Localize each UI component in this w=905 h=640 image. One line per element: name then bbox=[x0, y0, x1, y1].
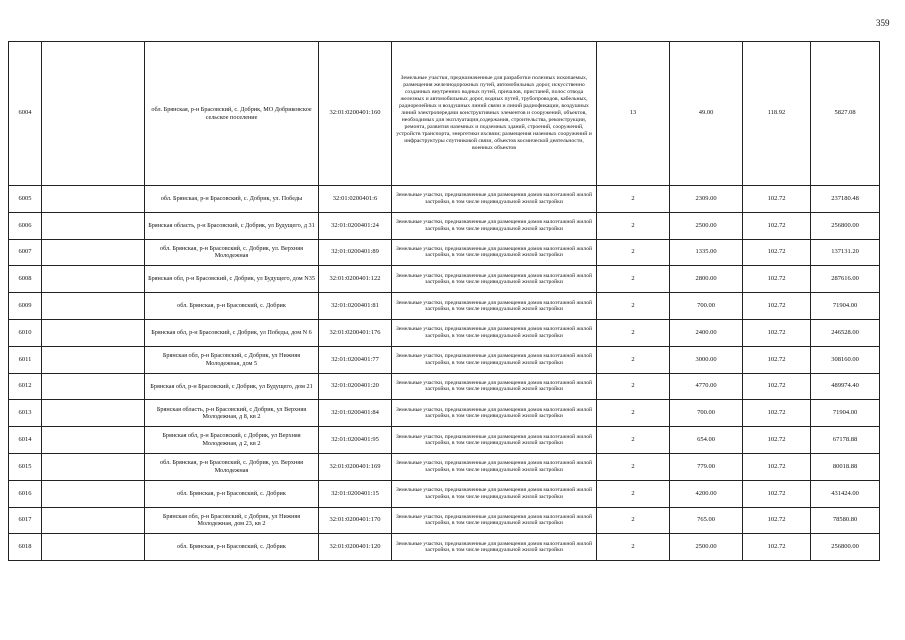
rate-cell: 102.72 bbox=[743, 212, 811, 239]
area-cell: 49.00 bbox=[670, 42, 743, 186]
cadastral-number-cell: 32:01:0200401:20 bbox=[319, 373, 392, 400]
group-code-cell: 2 bbox=[597, 480, 670, 507]
group-code-cell: 2 bbox=[597, 427, 670, 454]
cadastral-number-cell: 32:01:0200401:120 bbox=[319, 534, 392, 561]
address-cell: Брянская область, р-н Брасовский, с Добрик, ул Будущего, д 31 bbox=[145, 212, 319, 239]
cadastral-number-cell: 32:01:0200401:160 bbox=[319, 42, 392, 186]
address-cell: обл. Брянская, р-н Брасовский, с. Добрик bbox=[145, 293, 319, 320]
table-row bbox=[9, 400, 880, 427]
empty-cell bbox=[42, 480, 145, 507]
address-cell: обл. Брянская, р-н Брасовский, с. Добрик, ул. Верхняя Молодежная bbox=[145, 453, 319, 480]
area-cell: 2800.00 bbox=[670, 266, 743, 293]
empty-cell bbox=[42, 453, 145, 480]
cadastral-value-cell: 489974.40 bbox=[811, 373, 880, 400]
cadastral-value-cell: 5827.08 bbox=[811, 42, 880, 186]
land-purpose-cell: Земельные участки, предназначенные для размещения домов малоэтажной жилой застройки, в том числе индивидуальной жилой застройки bbox=[392, 507, 597, 534]
cadastral-value-cell: 78580.80 bbox=[811, 507, 880, 534]
row-number-cell: 6014 bbox=[9, 427, 42, 454]
land-purpose-cell: Земельные участки, предназначенные для размещения домов малоэтажной жилой застройки, в том числе индивидуальной жилой застройки bbox=[392, 427, 597, 454]
rate-cell: 102.72 bbox=[743, 480, 811, 507]
cadastral-number-cell: 32:01:0200401:24 bbox=[319, 212, 392, 239]
rate-cell: 102.72 bbox=[743, 293, 811, 320]
address-cell: обл. Брянская, р-н Брасовский, с. Добрик bbox=[145, 480, 319, 507]
empty-cell bbox=[42, 186, 145, 213]
address-cell: обл. Брянская, р-н Брасовский, с. Добрик, МО Добриковское сельское поселение bbox=[145, 42, 319, 186]
cadastral-value-cell: 246528.00 bbox=[811, 319, 880, 346]
area-cell: 2500.00 bbox=[670, 534, 743, 561]
row-number-cell: 6018 bbox=[9, 534, 42, 561]
cadastral-value-cell: 137131.20 bbox=[811, 239, 880, 266]
group-code-cell: 2 bbox=[597, 212, 670, 239]
land-purpose-cell: Земельные участки, предназначенные для размещения домов малоэтажной жилой застройки, в том числе индивидуальной жилой застройки bbox=[392, 346, 597, 373]
cadastral-value-cell: 308160.00 bbox=[811, 346, 880, 373]
cadastral-number-cell: 32:01:0200401:89 bbox=[319, 239, 392, 266]
row-number-cell: 6012 bbox=[9, 373, 42, 400]
cadastral-number-cell: 32:01:0200401:169 bbox=[319, 453, 392, 480]
cadastral-value-cell: 256800.00 bbox=[811, 212, 880, 239]
empty-cell bbox=[42, 212, 145, 239]
area-cell: 654.00 bbox=[670, 427, 743, 454]
land-purpose-cell: Земельные участки, предназначенные для размещения домов малоэтажной жилой застройки, в том числе индивидуальной жилой застройки bbox=[392, 239, 597, 266]
area-cell: 2309.00 bbox=[670, 186, 743, 213]
rate-cell: 102.72 bbox=[743, 400, 811, 427]
empty-cell bbox=[42, 239, 145, 266]
empty-cell bbox=[42, 507, 145, 534]
area-cell: 2400.00 bbox=[670, 319, 743, 346]
row-number-cell: 6009 bbox=[9, 293, 42, 320]
table-row bbox=[9, 427, 880, 454]
land-purpose-cell: Земельные участки, предназначенные для размещения домов малоэтажной жилой застройки, в том числе индивидуальной жилой застройки bbox=[392, 480, 597, 507]
group-code-cell: 2 bbox=[597, 186, 670, 213]
rate-cell: 118.92 bbox=[743, 42, 811, 186]
rate-cell: 102.72 bbox=[743, 427, 811, 454]
cadastral-number-cell: 32:01:0200401:15 bbox=[319, 480, 392, 507]
group-code-cell: 2 bbox=[597, 346, 670, 373]
group-code-cell: 2 bbox=[597, 400, 670, 427]
cadastral-value-cell: 431424.00 bbox=[811, 480, 880, 507]
address-cell: Брянская обл, р-н Брасовский, с Добрик, ул Будущего, дом N35 bbox=[145, 266, 319, 293]
cadastral-number-cell: 32:01:0200401:6 bbox=[319, 186, 392, 213]
cadastral-value-cell: 71904.00 bbox=[811, 400, 880, 427]
rate-cell: 102.72 bbox=[743, 507, 811, 534]
area-cell: 4770.00 bbox=[670, 373, 743, 400]
address-cell: Брянская обл, р-н Брасовский, с Добрик, ул Нижняя Молодежная, дом 5 bbox=[145, 346, 319, 373]
area-cell: 779.00 bbox=[670, 453, 743, 480]
address-cell: обл. Брянская, р-н Брасовский, с. Добрик, ул. Победы bbox=[145, 186, 319, 213]
table-row bbox=[9, 507, 880, 534]
cadastral-value-cell: 80018.88 bbox=[811, 453, 880, 480]
table-row bbox=[9, 319, 880, 346]
address-cell: обл. Брянская, р-н Брасовский, с. Добрик, ул. Верхняя Молодежная bbox=[145, 239, 319, 266]
rate-cell: 102.72 bbox=[743, 319, 811, 346]
row-number-cell: 6010 bbox=[9, 319, 42, 346]
group-code-cell: 2 bbox=[597, 534, 670, 561]
address-cell: Брянская обл, р-н Брасовский, с Добрик, ул Нижняя Молодежная, дом 23, кв 2 bbox=[145, 507, 319, 534]
address-cell: Брянская область, р-н Брасовский, с Добрик, ул Верхняя Молодежная, д 8, кв 2 bbox=[145, 400, 319, 427]
land-purpose-cell: Земельные участки, предназначенные для размещения домов малоэтажной жилой застройки, в том числе индивидуальной жилой застройки bbox=[392, 534, 597, 561]
land-purpose-cell: Земельные участки, предназначенные для размещения домов малоэтажной жилой застройки, в том числе индивидуальной жилой застройки bbox=[392, 453, 597, 480]
empty-cell bbox=[42, 427, 145, 454]
area-cell: 1335.00 bbox=[670, 239, 743, 266]
page-number: 359 bbox=[876, 18, 890, 28]
rate-cell: 102.72 bbox=[743, 239, 811, 266]
area-cell: 700.00 bbox=[670, 400, 743, 427]
table-row bbox=[9, 212, 880, 239]
empty-cell bbox=[42, 534, 145, 561]
group-code-cell: 2 bbox=[597, 453, 670, 480]
table-row bbox=[9, 186, 880, 213]
group-code-cell: 2 bbox=[597, 293, 670, 320]
group-code-cell: 2 bbox=[597, 507, 670, 534]
land-plots-table bbox=[8, 41, 880, 561]
land-purpose-cell: Земельные участки, предназначенные для размещения домов малоэтажной жилой застройки, в том числе индивидуальной жилой застройки bbox=[392, 186, 597, 213]
group-code-cell: 13 bbox=[597, 42, 670, 186]
address-cell: обл. Брянская, р-н Брасовский, с. Добрик bbox=[145, 534, 319, 561]
land-purpose-cell: Земельные участки, предназначенные для размещения домов малоэтажной жилой застройки, в том числе индивидуальной жилой застройки bbox=[392, 266, 597, 293]
table-row bbox=[9, 239, 880, 266]
cadastral-number-cell: 32:01:0200401:77 bbox=[319, 346, 392, 373]
row-number-cell: 6007 bbox=[9, 239, 42, 266]
row-number-cell: 6016 bbox=[9, 480, 42, 507]
row-number-cell: 6004 bbox=[9, 42, 42, 186]
rate-cell: 102.72 bbox=[743, 266, 811, 293]
group-code-cell: 2 bbox=[597, 319, 670, 346]
group-code-cell: 2 bbox=[597, 373, 670, 400]
empty-cell bbox=[42, 266, 145, 293]
empty-cell bbox=[42, 319, 145, 346]
cadastral-number-cell: 32:01:0200401:81 bbox=[319, 293, 392, 320]
empty-cell bbox=[42, 293, 145, 320]
address-cell: Брянская обл, р-н Брасовский, с Добрик, ул Победы, дом N 6 bbox=[145, 319, 319, 346]
table-row bbox=[9, 266, 880, 293]
area-cell: 700.00 bbox=[670, 293, 743, 320]
cadastral-value-cell: 67178.88 bbox=[811, 427, 880, 454]
area-cell: 3000.00 bbox=[670, 346, 743, 373]
area-cell: 765.00 bbox=[670, 507, 743, 534]
table-row bbox=[9, 453, 880, 480]
table-row bbox=[9, 480, 880, 507]
cadastral-value-cell: 237180.48 bbox=[811, 186, 880, 213]
row-number-cell: 6011 bbox=[9, 346, 42, 373]
cadastral-number-cell: 32:01:0200401:95 bbox=[319, 427, 392, 454]
group-code-cell: 2 bbox=[597, 239, 670, 266]
group-code-cell: 2 bbox=[597, 266, 670, 293]
cadastral-number-cell: 32:01:0200401:84 bbox=[319, 400, 392, 427]
cadastral-value-cell: 71904.00 bbox=[811, 293, 880, 320]
land-purpose-cell: Земельные участки, предназначенные для разработки полезных ископаемых, размещения железнодорожных путей, автомобильных дорог, искусственно созданных внутренних водных путей, причалов, пристаней, полос отвода железных и автомобильных дорог, водных путей, трубопроводов, кабельных, радиорелейных и воздушных линий связи и линий радиофикации, воздушных линий электропередачи конструктивных элементов и сооружений, объектов, необходимых для эксплуатации,содержания, строительства, реконструкции, ремонта, развития наземных и подземных зданий, строений, сооружений, устройств транспорта, энергетики ихсвязи; размещения наземных сооружений и инфраструктуры спутниковой связи, объектов космической деятельности, военных объектов bbox=[392, 42, 597, 186]
rate-cell: 102.72 bbox=[743, 373, 811, 400]
empty-cell bbox=[42, 400, 145, 427]
cadastral-value-cell: 256800.00 bbox=[811, 534, 880, 561]
land-purpose-cell: Земельные участки, предназначенные для размещения домов малоэтажной жилой застройки, в том числе индивидуальной жилой застройки bbox=[392, 293, 597, 320]
empty-cell bbox=[42, 373, 145, 400]
row-number-cell: 6006 bbox=[9, 212, 42, 239]
area-cell: 4200.00 bbox=[670, 480, 743, 507]
cadastral-value-cell: 287616.00 bbox=[811, 266, 880, 293]
row-number-cell: 6013 bbox=[9, 400, 42, 427]
table-row bbox=[9, 42, 880, 186]
row-number-cell: 6005 bbox=[9, 186, 42, 213]
empty-cell bbox=[42, 42, 145, 186]
table-row bbox=[9, 346, 880, 373]
area-cell: 2500.00 bbox=[670, 212, 743, 239]
rate-cell: 102.72 bbox=[743, 346, 811, 373]
row-number-cell: 6015 bbox=[9, 453, 42, 480]
rate-cell: 102.72 bbox=[743, 453, 811, 480]
row-number-cell: 6008 bbox=[9, 266, 42, 293]
table-row bbox=[9, 534, 880, 561]
cadastral-number-cell: 32:01:0200401:170 bbox=[319, 507, 392, 534]
address-cell: Брянская обл, р-н Брасовский, с Добрик, ул Будущего, дом 21 bbox=[145, 373, 319, 400]
cadastral-number-cell: 32:01:0200401:122 bbox=[319, 266, 392, 293]
row-number-cell: 6017 bbox=[9, 507, 42, 534]
land-purpose-cell: Земельные участки, предназначенные для размещения домов малоэтажной жилой застройки, в том числе индивидуальной жилой застройки bbox=[392, 319, 597, 346]
rate-cell: 102.72 bbox=[743, 534, 811, 561]
rate-cell: 102.72 bbox=[743, 186, 811, 213]
land-purpose-cell: Земельные участки, предназначенные для размещения домов малоэтажной жилой застройки, в том числе индивидуальной жилой застройки bbox=[392, 212, 597, 239]
land-purpose-cell: Земельные участки, предназначенные для размещения домов малоэтажной жилой застройки, в том числе индивидуальной жилой застройки bbox=[392, 400, 597, 427]
land-purpose-cell: Земельные участки, предназначенные для размещения домов малоэтажной жилой застройки, в том числе индивидуальной жилой застройки bbox=[392, 373, 597, 400]
table-row bbox=[9, 293, 880, 320]
table-row bbox=[9, 373, 880, 400]
address-cell: Брянская обл, р-н Брасовский, с Добрик, ул Верхняя Молодежная, д 2, кв 2 bbox=[145, 427, 319, 454]
cadastral-number-cell: 32:01:0200401:176 bbox=[319, 319, 392, 346]
empty-cell bbox=[42, 346, 145, 373]
